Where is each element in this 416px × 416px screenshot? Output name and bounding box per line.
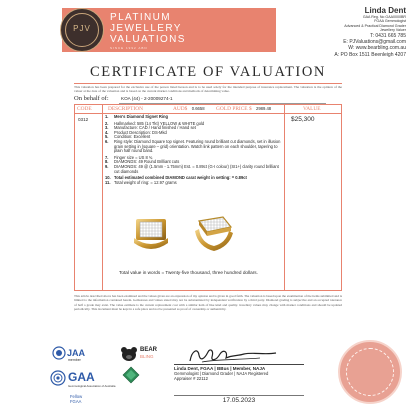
list-item-number: 9. <box>105 163 109 169</box>
signature-icon <box>168 346 318 366</box>
signature-line <box>174 364 304 365</box>
ring-photo-side <box>193 213 235 254</box>
signature-block <box>174 366 314 381</box>
jaa-logo-icon <box>52 346 66 360</box>
phone: T: 0431 665 785 <box>370 32 406 39</box>
bear-label: BEAR <box>140 347 158 353</box>
header-gold-label: GOLD PRICE $ <box>216 106 252 112</box>
behalf-row <box>74 95 173 102</box>
list-item-number: 5. <box>105 134 109 140</box>
credential-1: GAA Reg. No GAA0000BR <box>362 15 406 19</box>
table-header <box>75 105 341 114</box>
bear-icon <box>120 346 138 362</box>
gaa-logo-icon <box>50 370 66 386</box>
header-description: DESCRIPTION <box>108 106 144 112</box>
gaa-label: GAA <box>68 370 95 384</box>
signature-role: Gemmologist | Diamond Grader | NAJA Registered <box>174 371 269 377</box>
list-item-text: Manufacture: CAD / Hand finished / Hand set <box>114 125 196 131</box>
list-item <box>105 181 283 186</box>
list-item-number: 11. <box>105 179 111 185</box>
list-item <box>105 115 283 120</box>
list-item-number: 8. <box>105 159 109 165</box>
page-title: CERTIFICATE OF VALUATION <box>90 64 326 80</box>
list-item-number: 1. <box>105 114 109 119</box>
valuation-date: 17.05.2023 <box>222 397 256 404</box>
signature-name: Linda Dent, FGAA | BBus | Member, NAJA <box>174 366 266 371</box>
website: W: www.bearbling.com.au <box>348 45 406 52</box>
gaa-sub: Gemmological Association of Australia <box>68 384 116 388</box>
credential-4: Jewellery Valuer <box>379 28 406 33</box>
brand-sub: SINCE 1992 ABN <box>110 46 148 50</box>
valuation-table <box>74 104 342 291</box>
header-gold <box>216 105 271 113</box>
list-item-text: Condition: Excellent <box>114 134 151 140</box>
item-code: 0312 <box>78 117 89 122</box>
intro-text: This valuation has been prepared for the exclusive use of the person listed hereon and is to be used solely for the intended purpose of insurance replacement. The valuation is the opinion of the valuer at the date of the valuation and is based on the current market conditions and methods of determining value. <box>74 85 342 94</box>
brand-line-2: JEWELLERY <box>110 23 182 34</box>
address: A: PO Box 1511 Beenleigh 4207 <box>334 51 406 58</box>
disclaimer: This article described above has been examined and the values given are an expression of my opinion and is given in good faith. The valuation is based upon the examination of the items submitted and is limited to the information contained herein. Gemstones and values stated may not be substantiated by independent verification by a third party. Diamond grading is subjective and an accepted tolerance of half a grade may exist. The value estimate is the current replacement cost with a similar item of like kind and quality. Jewellery values may change with market conditions and should be updated periodically. This document must be kept in a safe place and not be presented as proof of ownership or authenticity. <box>74 294 342 311</box>
header-code: CODE <box>77 106 92 112</box>
brand-line-3: VALUATIONS <box>110 34 186 45</box>
list-item-number: 4. <box>105 129 109 135</box>
logo-text: PJV <box>73 24 91 33</box>
title-rule <box>74 83 342 84</box>
signature-registration: Appraiser # 22112 <box>174 376 208 382</box>
list-item-text: DIAMONDS: 49 Round Brilliant cuts <box>114 159 180 165</box>
list-item-text: DIAMONDS: 49 @ (1.5mm - 1.75mm) Est. = 0.89ct (G-I colour) (SI1+) clarity round brilliant cut diamonds <box>114 163 279 174</box>
item-price: $25,300 <box>291 116 315 123</box>
seal-ring <box>346 348 394 396</box>
ring-photo-front <box>131 213 171 254</box>
list-item-text: Men's Diamond Signet Ring <box>114 114 168 119</box>
fellow-label: Fellow FGAA <box>70 394 83 404</box>
email: E: PJValuations@gmail.com <box>343 38 406 45</box>
brand-line-1: PLATINUM <box>110 12 172 23</box>
list-item-number: 7. <box>105 154 109 160</box>
list-item-text: Finger size = US 8 ¾ <box>114 154 153 160</box>
behalf-label: On behalf of: <box>74 95 109 102</box>
embossed-seal <box>338 340 402 404</box>
list-item-number: 3. <box>105 125 109 131</box>
header-aud-value: 0.6658 <box>191 106 205 111</box>
contact-block <box>276 6 406 58</box>
list-item-number: 10. <box>105 175 111 181</box>
list-item <box>105 165 283 174</box>
list-item-text: Hallmarked: 585 (14 Tkt) YELLOW & WHITE gold <box>114 120 205 126</box>
header-aud-label: AUD$ <box>173 106 188 112</box>
jaa-label: JAA <box>67 348 86 358</box>
list-item-text: Total weight of ring: = 12.97 grams <box>114 179 177 185</box>
behalf-value: KOA (44) - 2-20009274-1 <box>119 95 326 104</box>
jaa-sub: member <box>68 358 81 362</box>
header-gold-value: 2989.48 <box>256 106 272 111</box>
list-item-text: Total estimated combined DIAMOND carat weight in setting: = 0.89ct <box>114 175 247 181</box>
gem-icon <box>122 366 140 384</box>
total-in-words: Total value in words = Twenty-five thousand, three hundred dollars. <box>119 270 258 275</box>
diamond-panel <box>140 222 162 237</box>
header-aud <box>173 105 205 113</box>
list-item-text: Product Description: DS-Mkd <box>114 129 167 135</box>
pjv-logo <box>60 8 104 52</box>
credential-2: FGAA Gemmologist <box>374 19 406 24</box>
list-item <box>105 140 283 154</box>
item-list <box>105 115 283 185</box>
column-divider <box>284 105 285 290</box>
valuer-name: Linda Dent <box>364 6 406 15</box>
date-line <box>174 395 304 396</box>
list-item-text: Ring style: Diamond Square top signet. Featuring round brilliant cut diamonds, set in illusion grain setting in (square – grid) orientation. Watch link pattern on each shoulder, tapering to plain half round band. <box>114 138 281 154</box>
credential-3: Advanced & Practical Diamond Grader <box>344 23 406 28</box>
list-item-number: 2. <box>105 120 109 126</box>
header-value: VALUE <box>303 106 321 112</box>
list-item-number: 6. <box>105 138 109 144</box>
header <box>0 0 416 58</box>
bling-label: BLING <box>140 354 154 359</box>
column-divider <box>102 105 103 290</box>
